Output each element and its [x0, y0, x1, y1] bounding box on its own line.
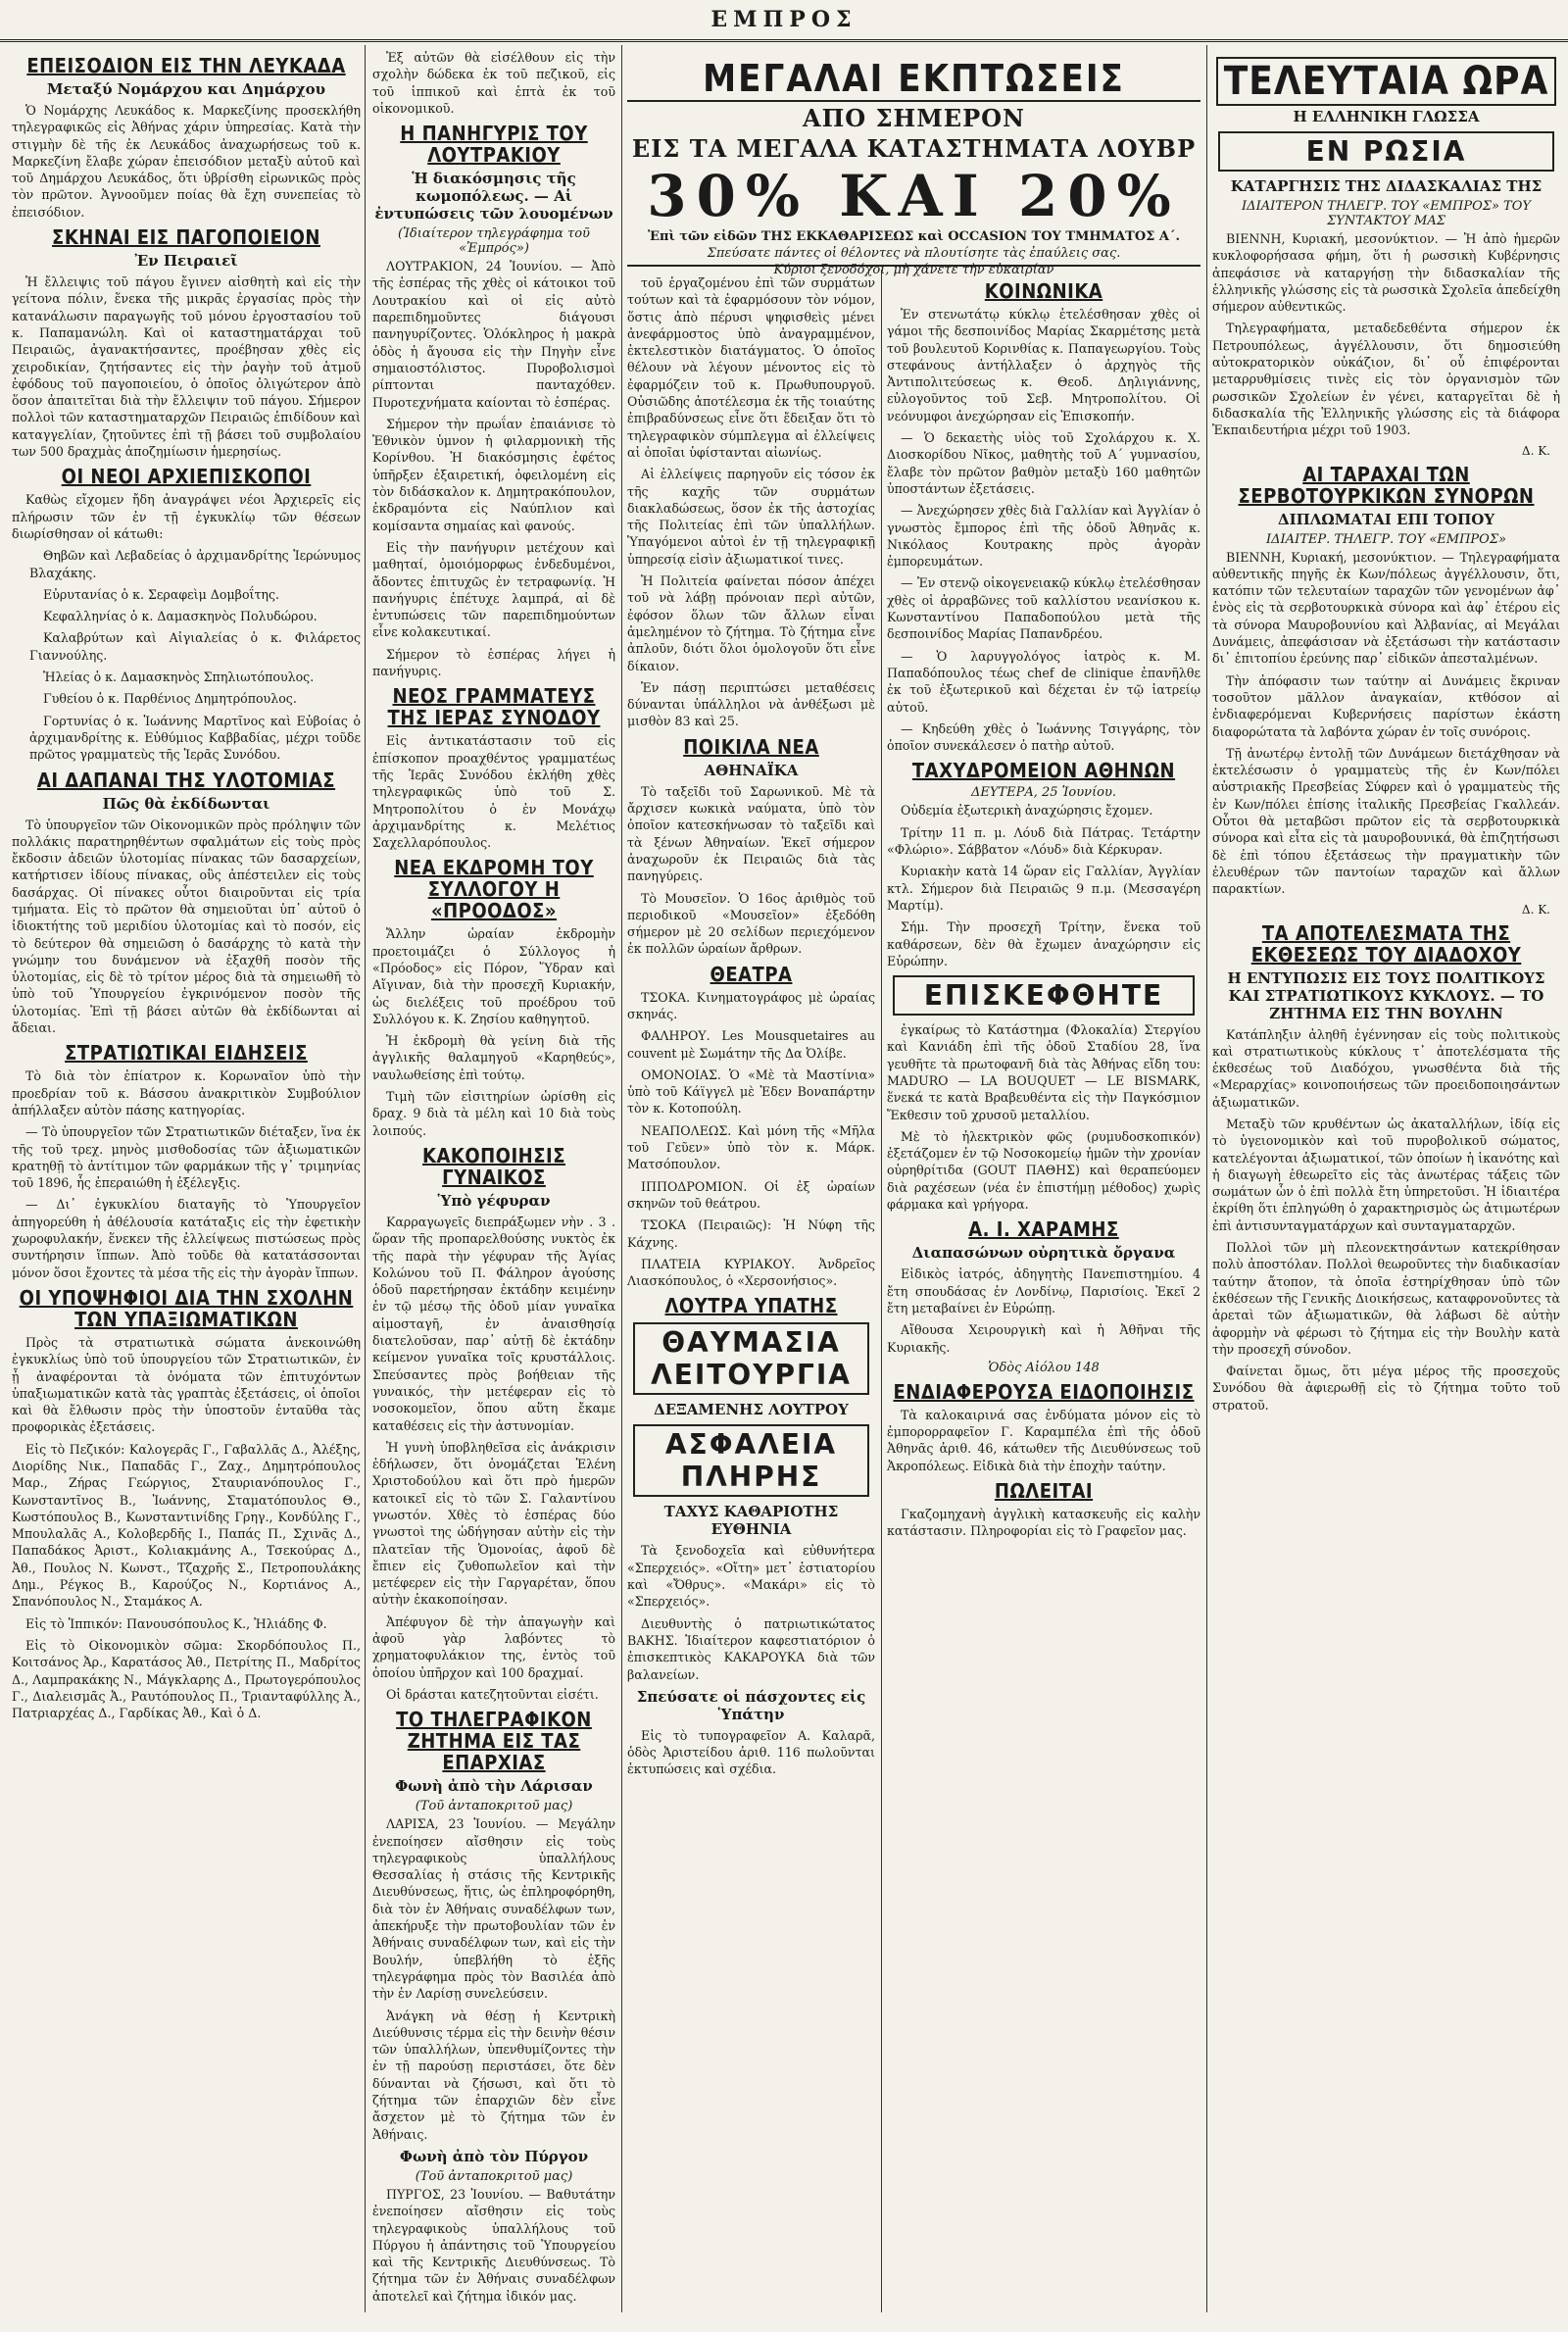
subheadline: Πῶς θὰ ἐκδίδωνται [102, 794, 270, 813]
subheadline: ΔΙΠΛΩΜΑΤΑΙ ΕΠΙ ΤΟΠΟΥ [1277, 510, 1495, 528]
paragraph: Τὸ ὑπουργεῖον τῶν Οἰκονομικῶν πρὸς πρόληψιν τῶν πολλάκις παρατηρηθέντων σφαλμάτων εἰς τοὺς πρὸς ἔκδοσιν ἀδειῶν ὑλοτομίας πίνακας τῶν δασαρχείων, κατήρτισεν ἰδίους πίνακας, οὓς ἀπέστειλεν εἰς τοὺς δασάρχας. Οἱ πίνακες οὗτοι διαιροῦνται εἰς τρία τμήματα. Εἰς τὸ πρῶτον θὰ σημειοῦται ὑπ᾽ αὐτοῦ ὁ ἰδιοκτήτης τοῦ μεριδίου ὑλοτομίας καὶ τὸ ποσόν, εἰς τὸ δεύτερον θὰ σημειῶση ὁ δασάρχης τὸ κατὰ τὴν γνώμην του δυνάμενον νὰ ἐξαχθῆ ποσὸν τῆς ὑλοτομίας, εἰς δὲ τὸ τρίτον μέρος διὰ τὰ σημειωθῆ τὸ ὑπὸ τοῦ Ὑπουργείου ἐγκρινόμενον ποσὸν τῆς ὑλοτομίας. Ἐπὶ τῇ βάσει αὐτῶν θὰ ἐκδίδωνται αἱ ἄδειαι. [12, 817, 361, 1036]
paragraph: Πρὸς τὰ στρατιωτικὰ σώματα ἀνεκοινώθη ἐγκυκλίως ὑπὸ τοῦ ὑπουργείου τῶν Στρατιωτικῶν, ἐν ᾗ ἀναφέρονται τὰ ὀνόματα τῶν ἐπιτυχόντων ὑπαξιωματικῶν κατὰ τὰς γραπτὰς ἐξετάσεις, οἱ ὁποῖοι καὶ θὰ ἔλθωσιν πρὸς τὴν ὑποστοῦν ἐνταῦθα τὰς προφορικὰς ἐξετάσεις. [12, 1334, 361, 1435]
paragraph: Τὸ Μουσεῖον. Ὁ 16ος ἀριθμὸς τοῦ περιοδικοῦ «Μουσεῖον» ἐξεδόθη σήμερον μὲ 20 σελίδων περιεχόμενον ἐκ πολλῶν ὡραίων ἄρθρων. [627, 890, 875, 957]
paragraph: Ὁ Νομάρχης Λευκάδος κ. Μαρκεζίνης προσεκλήθη τηλεγραφικῶς εἰς Ἀθήνας χάριν ὑπηρεσίας. Κατὰ τὴν στιγμὴν δὲ τῆς ἐκ Λευκάδος ἀναχωρήσεως τοῦ κ. Μαρκεζίνη ἔλαβε χώραν ἐπεισόδιον μεταξὺ αὐτοῦ καὶ τοῦ Δημάρχου Λευκάδος, ὅτι ὑβρίσθη εἰρωνικῶς πρὸς τὸν πρῶτον. Ἀγνοοῦμεν ποίας θὰ ἔχη συνεπείας τὸ ἐπεισόδιον. [12, 103, 361, 220]
subheadline: Μεταξύ Νομάρχου και Δημάρχου [46, 80, 326, 98]
paragraph: Καρραγωγεῖς διεπράξωμεν νὴν . 3 . ὥραν τῆς προπαρελθούσης νυκτὸς ἐκ τῆς παρὰ τὴν γέφυραν τῆς Ἁγίας Κολώνου τοῦ Π. Φάληρον ἀγούσης ὁδοῦ παρετήρησαν ἐκτάδην κειμένην ἐν τῷ μέσῳ τῆς ὁδοῦ μίαν γυναῖκα αἰμοσταγῆ, ἐν ἀναισθησίᾳ διατελοῦσαν, παρ᾽ αὐτῇ δὲ ἐκτάδην κείμενον γυναῖκα τοῖς κρυστάλλοις. Σπεύσαντες πρὸς βοήθειαν τῆς γυναικός, τὴν μετέφεραν εἰς τὸ νοσοκομεῖον, ὅπου αὕτη ἔκαμε καταθέσεις εἰς τὴν ἀστυνομίαν. [372, 1214, 615, 1433]
paragraph: Τρίτην 11 π. μ. Λόυδ διὰ Πάτρας. Τετάρτην «Φλώριο». Σάββατον «Λόυδ» διὰ Κέρκυραν. [887, 824, 1200, 858]
paragraph: Εἰς ἀντικατάστασιν τοῦ εἰς ἐπίσκοπον προαχθέντος γραμματέως τῆς Ἱερᾶς Συνόδου ἐκλήθη χθὲς τηλεγραφικῶς ὑπὸ τοῦ Σ. Μητροπολίτου ὁ ἐν Μονάχῳ ἀρχιμανδρίτης κ. Μελέτιος Σαχελλαρόπουλος. [372, 733, 615, 851]
paragraph: Μὲ τὸ ἠλεκτρικὸν φῶς (ρυμυδοσκοπικόν) ἐξετάζομεν ἐν τῷ Νοσοκομείῳ ἡμῶν τὴν χρονίαν οὐρηθρίτιδα (GOUT ΠΑΘΗΣ) καὶ θεραπεύομεν διὰ ραχέσεων (νέα ἐν ἐπιστήμῃ μέθοδος) χωρὶς φάρμακα καὶ γρήγορα. [887, 1128, 1200, 1213]
paragraph: ΠΛΑΤΕΙΑ ΚΥΡΙΑΚΟΥ. Ἀνδρεῖος Λιασκόπουλος, ὁ «Χερσονήσιος». [627, 1256, 875, 1289]
paragraph: Εἰς τὸ Πεζικόν: Καλογερᾶς Γ., Γαβαλλᾶς Δ., Ἀλέξης, Διορίδης Νικ., Παπαδᾶς Γ., Ζαχ., Δημητρόπουλος Μαρ., Ζήρας Γεώργιος, Σταυριανόπουλος Γ., Κωνσταντῖνος Β., Ἰωάννης, Σταματόπουλος Θ., Κωστόπουλος Β., Κωνσταντινίδης Γρηγ., Κονδύλης Γ., Μπουλαλᾶς Α., Κολοβερδῆς Ι., Παπάς Π., Σχινᾶς Δ., Παπαδάκος Ἀριστ., Κολιακμάνης Α., Τσεκούρας Δ., Ἀθ., Πουλος Ν. Κωνστ., Τζαχρῆς Σ., Πετροπουλάκης Δημ., Ρέγκος Β., Καρούζος Ν., Κορτιάνος Α., Σπανόπουλος Ν., Σταμάκος Α. [12, 1441, 361, 1610]
paragraph: Γκαζομηχανὴ ἀγγλικὴ κατασκευῆς εἰς καλὴν κατάστασιν. Πληροφορίαι εἰς τὸ Γραφεῖον μας. [887, 1507, 1200, 1539]
list-item: Γυθείου ὁ κ. Παρθένιος Δημητρόπουλος. [43, 691, 297, 707]
paragraph: Διευθυντὴς ὁ πατριωτικώτατος ΒΑΚΗΣ. Ἰδιαίτερον καφεστιατόριον ὁ ἐπισκεπτικὸς ΚΑΚΑΡΟΥΚΑ διὰ τῶν βαλανείων. [627, 1615, 875, 1682]
subheadline: Διαπασώνων οὐρητικὰ ὄργανα [911, 1244, 1176, 1263]
dateline: (Τοῦ ἀνταποκριτοῦ μας) [415, 1799, 573, 1814]
paragraph: — Ὁ λαρυγγολόγος ἰατρὸς κ. Μ. Παπαδόπουλος τέως chef de clinique ἐπανῆλθε ἐκ τοῦ ἐξωτερικοῦ καὶ δέχεται ἐν τῷ ἰατρείῳ αὐτοῦ. [887, 648, 1200, 715]
paragraph: Ἄλλην ὡραίαν ἐκδρομὴν προετοιμάζει ὁ Σύλλογος ἡ «Πρόοδος» εἰς Πόρον, Ὕδραν καὶ Αἴγιναν, διὰ τὴν προσεχῆ Κυριακήν, ὡς διελέξεις τοῦ προέδρου τοῦ Συλλόγου κ. Κ. Ζησίου καθηγητοῦ. [372, 926, 615, 1026]
headline: ΑΙ ΤΑΡΑΧΑΙ ΤΩΝ ΣΕΡΒΟΤΟΥΡΚΙΚΩΝ ΣΥΝΟΡΩΝ [1238, 462, 1535, 508]
list-item: Εὐρυτανίας ὁ κ. Σεραφεὶμ Δομβοΐτης. [43, 586, 280, 602]
paragraph: Εἰς τὸ τυπογραφεῖον Α. Καλαρᾶ, ὁδὸς Ἀριστείδου ἀριθ. 116 πωλοῦνται ἐκτυπώσεις καὶ σχέδια. [627, 1727, 875, 1777]
column-5 [1212, 49, 1560, 2312]
dateline: Ὁδὸς Αἰόλου 148 [988, 1360, 1100, 1375]
paragraph: Μεταξὺ τῶν κρυθέντων ὡς ἀκαταλλήλων, ἰδίᾳ εἰς τὸ ὑγειονομικὸν καὶ τοῦ πυροβολικοῦ σώματος, κατελέγονται ἀξιωματικοί, τῶν ὁποίων ἡ ἱκανότης καὶ ἡ διαγωγὴ ἐθεωρεῖτο εἰς τὰς ἀνωτέρας τάξεις τῶν σωμάτων ὧν ὁ ἐπὶ πολλὰ ἔτη ὑπηρετοῦσι. Ἡ ἰδιαιτέρα ἐκρίθη ὅτι ἐπληγώθη ὁ χαρακτηρισμὸς ὡς ἀτιμωτέρων ἐπὶ ἀντισυνταγματάρχων καὶ συνταγματαρχῶν. [1212, 1116, 1560, 1233]
signature: Δ. Κ. [1521, 902, 1550, 917]
paragraph: ΠΥΡΓΟΣ, 23 Ἰουνίου. — Βαθυτάτην ἐνεποίησεν αἴσθησιν εἰς τοὺς τηλεγραφικοὺς ὑπαλλήλους τοῦ Πύργου ἡ ἀπάντησις τοῦ Ὑπουργείου καὶ τῆς Κεντρικῆς Διευθύνσεως. Τὸ ζήτημα τῶν ἐν Ἀθήναις συναδέλφων ἀποτελεῖ καὶ ζήτημα ἰδικόν μας. [372, 2186, 615, 2304]
paragraph: Σήμ. Τὴν προσεχῆ Τρίτην, ἕνεκα τοῦ καθάρσεων, δὲν θὰ ἔχωμεν ἀναχώρησιν εἰς Εὐρώπην. [887, 919, 1200, 968]
paragraph: — Ἀνεχώρησεν χθὲς διὰ Γαλλίαν καὶ Ἀγγλίαν ὁ γνωστὸς ἔμπορος ἐπὶ τῆς ὁδοῦ Ἀθηνᾶς κ. Νικόλαος Κουτρακης πρὸς ἀγορὰν ἐμπορευμάτων. [887, 503, 1200, 570]
paragraph: Ἐν πάσῃ περιπτώσει μεταθέσεις δύνανται ὑπάλληλοι νὰ ἀνθέξωσι μὲ μισθὸν 83 καὶ 25. [627, 679, 875, 729]
paragraph: Πολλοὶ τῶν μὴ πλεονεκτησάντων κατεκρίθησαν πολὺ ἀποστόλαν. Πολλοὶ θεωροῦντες τὴν διαδικασίαν ταύτην ἄτοπον, τὰ ὁποῖα ἐστηρίχθησαν ὑπὸ τῶν ἐκθέσεων τῆς Γενικῆς Διοικήσεως, καταφρονοῦντες τὰ ἀρεταὶ τῶν ἀξιωματικῶν, θὰ λάβωσι δὲ αὐτὴν ἀφορμὴν νὰ φέρωσι τὸ ζήτημα εἰς τὴν Βουλὴν κατὰ τὴν προσεχῆ σύνοδον. [1212, 1240, 1560, 1357]
paragraph: ΟΜΟΝΟΙΑΣ. Ὁ «Μὲ τὰ Μαστίνια» ὑπὸ τοῦ Κάϊγγελ μὲ Ἐδεν Βοναπάρτην τὸν κ. Κοτοπούλη. [627, 1067, 875, 1116]
headline: ΝΕΟΣ ΓΡΑΜΜΑΤΕΥΣ ΤΗΣ ΙΕΡΑΣ ΣΥΝΟΔΟΥ [387, 684, 601, 730]
subheadline: Η ΕΝΤΥΠΩΣΙΣ ΕΙΣ ΤΟΥΣ ΠΟΛΙΤΙΚΟΥΣ ΚΑΙ ΣΤΡΑΤΙΩΤΙΚΟΥΣ ΚΥΚΛΟΥΣ. — ΤΟ ΖΗΤΗΜΑ ΕΙΣ ΤΗΝ ΒΟΥΛΗΝ [1227, 968, 1545, 1022]
banner-italic-1: Σπεύσατε πάντες οἱ θέλοντες νὰ πλουτίσητε τὰς ἐπαύλεις σας. [707, 246, 1121, 261]
paragraph: Ἡ ἔλλειψις τοῦ πάγου ἔγινεν αἰσθητὴ καὶ εἰς τὴν γείτονα πόλιν, ἕνεκα τῆς μικρᾶς ἐργασίας πρὸς τὴν κατανάλωσιν παραγωγῆς τοῦ μόνου ἐργοστασίου τοῦ κ. Παπαμανώλη. Καὶ οἱ καταστηματάρχαι τοῦ Πειραιῶς, ἀγανακτήσαντες, προέβησαν χθὲς εἰς χειροδικίαν, ζητήσαντες εἰς τὴν ῥαγὴν τοῦ ἀτμοῦ ἐφόδους τοῦ παγοποιείου, ὁ ὁποῖος ὀλιγώτερον ἀπὸ ὅσον ἀπαιτεῖται διὰ τὴν ἔλλειψιν τοῦ πάγου. Σήμερον πολλοὶ τῶν καταστηματαρχῶν Πειραιῶς ἐπιδίδουν καὶ καταγγελίαν, ζητοῦντες ἐπὶ τῇ βάσει τοῦ συμβολαίου των 500 δραχμὰς ἀποζημίωσιν ἡμερησίως. [12, 274, 361, 460]
subheadline: ΑΘΗΝΑΪΚΑ [704, 761, 799, 779]
headline: Α. Ι. ΧΑΡΑΜΗΣ [968, 1217, 1119, 1242]
headline: ΤΑΧΥΔΡΟΜΕΙΟΝ ΑΘΗΝΩΝ [911, 759, 1176, 783]
masthead-title: ΕΜΠΡΟΣ [710, 7, 858, 32]
headline: ΟΙ ΥΠΟΨΗΦΙΟΙ ΔΙΑ ΤΗΝ ΣΧΟΛΗΝ ΤΩΝ ΥΠΑΞΙΩΜΑΤΙΚΩΝ [19, 1285, 354, 1331]
headline: ΣΤΡΑΤΙΩΤΙΚΑΙ ΕΙΔΗΣΕΙΣ [65, 1041, 308, 1066]
headline: ΕΠΕΙΣΟΔΙΟΝ ΕΙΣ ΤΗΝ ΛΕΥΚΑΔΑ [26, 54, 346, 77]
headline: ΠΟΙΚΙΛΑ ΝΕΑ [683, 734, 819, 759]
banner-small: Ἐπὶ τῶν εἰδῶν ΤΗΣ ΕΚΚΑΘΑΡΙΣΕΩΣ καὶ OCCASION ΤΟΥ ΤΜΗΜΑΤΟΣ Α΄. [648, 229, 1180, 244]
paragraph: Καθὼς εἴχομεν ἤδη ἀναγράψει νέοι Ἀρχιερεῖς εἰς πλήρωσιν τῶν ἐν τῇ ἐγκυκλίῳ τῶν θέσεων διωρίσθησαν οἱ κάτωθι: [12, 492, 361, 541]
subheadline: Ἐν Πειραιεῖ [134, 252, 238, 271]
paragraph: Εἰς τὸ Ἱππικόν: Πανουσόπουλος Κ., Ἠλιάδης Φ. [25, 1615, 327, 1631]
paragraph: Κατάπληξιν ἀληθῆ ἐγέννησαν εἰς τοὺς πολιτικοὺς καὶ στρατιωτικοὺς κύκλους τ᾽ ἀποτελέσματα τῆς ἐκθεσέως τοῦ Διαδόχου, γνωσθέντα διὰ τῆς «Μεραρχίας» κοινοποιήσεως τῶν προειδοποιησάντων ἀξιωματικῶν. [1212, 1026, 1560, 1110]
subheadline: Φωνὴ ἀπὸ τὸν Πύργον [399, 2147, 589, 2165]
headline: ΠΩΛΕΙΤΑΙ [994, 1479, 1094, 1504]
subheadline: Ὑπὸ γέφυραν [437, 1191, 551, 1210]
paragraph: Οἱ δράσται κατεζητοῦνται εἰσέτι. [386, 1686, 599, 1702]
headline: Η ΠΑΝΗΓΥΡΙΣ ΤΟΥ ΛΟΥΤΡΑΚΙΟΥ [400, 122, 588, 168]
signature: Δ. Κ. [1521, 443, 1550, 458]
paragraph: Εἰς τὸ Οἰκονομικὸν σῶμα: Σκορδόπουλος Π., Κοιτσάνος Ἀρ., Καρατάσος Ἀθ., Πετρίτης Π., Μαδρίτος Δ., Λαμπρακάκης Ν., Μάγκλαρης Δ., Πρωτογερόπουλος Γ., Διαλεισμᾶς Ἀ., Ραυτόπουλος Π., Τριανταφύλλης Ἀ., Πατριαρχέας Δ., Γαρδίκας Ἀθ., Καὶ ὁ Δ. [12, 1637, 361, 1721]
list-item: Καλαβρύτων καὶ Αἰγιαλείας ὁ κ. Φιλάρετος Γιαννούλης. [29, 630, 361, 663]
paragraph: — Ὁ δεκαετὴς υἱὸς τοῦ Σχολάρχου κ. Χ. Διοσκορίδου Νῖκος, μαθητὴς τοῦ Α΄ γυμνασίου, ἔλαβε τὸν πρῶτον βαθμὸν μεταξὺ 160 μαθητῶν ὑποστάντων ἐξετάσεις. [887, 430, 1200, 496]
paragraph: Ἀπέφυγον δὲ τὴν ἀπαγωγὴν καὶ ἀφοῦ γὰρ λαβόντες τὸ χρηματοφυλάκιον της, ἐντὸς τοῦ ὁποίου ὑπῆρχον καὶ 100 δραχμαί. [372, 1613, 615, 1680]
paragraph: ἐγκαίρως τὸ Κατάστημα (Φλοκαλία) Στεργίου καὶ Κανιάδη ἐπὶ τῆς ὁδοῦ Σταδίου 28, ἵνα γευθῆτε τὰ πρωτοφανῆ διὰ τὰς Ἀθήνας εἴδη του: MADURO — LA BOUQUET — LE BISMARK, ἕνεκά τε κατὰ Βραβευθέντα εἰς τὴν Παγκόσμιον Ἔκθεσιν τοῦ χρυσοῦ μεταλλίου. [887, 1022, 1200, 1122]
banner-italic-2: Κύριοι ξενοδόχοι, μὴ χάνετε τὴν εὐκαιρίαν [773, 263, 1054, 277]
paragraph: ΙΠΠΟΔΡΟΜΙΟΝ. Οἱ ἐξ ὠραίων σκηνῶν τοῦ θεάτρου. [627, 1178, 875, 1211]
headline: ΘΕΑΤΡΑ [710, 962, 793, 986]
headline: ΑΙ ΔΑΠΑΝΑΙ ΤΗΣ ΥΛΟΤΟΜΙΑΣ [36, 768, 336, 792]
subheadline: Σπεύσατε οἱ πάσχοντες εἰς Ὑπάτην [636, 1687, 866, 1723]
paragraph: Αἴθουσα Χειρουργικὴ καὶ ἡ Ἀθῆναι τῆς Κυριακῆς. [887, 1322, 1200, 1355]
subheadline: Φωνὴ ἀπὸ τὴν Λάρισαν [395, 1777, 593, 1796]
headline: ΚΟΙΝΩΝΙΚΑ [984, 279, 1103, 303]
dateline: (Ἰδιαίτερον τηλεγράφημα τοῦ «Ἐμπρός») [398, 226, 590, 257]
headline: ΤΑ ΑΠΟΤΕΛΕΣΜΑΤΑ ΤΗΣ ΕΚΘΕΣΕΩΣ ΤΟΥ ΔΙΑΔΟΧΟΥ [1250, 920, 1522, 967]
column-4 [887, 274, 1200, 2312]
paragraph: Ἐξ αὐτῶν θὰ εἰσέλθουν εἰς τὴν σχολὴν δώδεκα ἐκ τοῦ πεζικοῦ, εἰς τοῦ ἱππικοῦ καὶ ἑπτὰ ἐκ τοῦ οἰκονομικοῦ. [372, 50, 615, 116]
paragraph: Ἡ ἐκδρομὴ θὰ γείνη διὰ τῆς ἀγγλικῆς θαλαμηγοῦ «Καρηθεύς», ναυλωθείσης ἐπὶ τούτῳ. [372, 1033, 615, 1082]
paragraph: Κυριακὴν κατὰ 14 ὥραν εἰς Γαλλίαν, Ἀγγλίαν κτλ. Σήμερον διὰ Πειραιῶς 9 π.μ. (Μεσσαγέρη Μαρτίμ). [887, 864, 1200, 913]
spread-headline: ΕΝ ΡΩΣΙΑ [1218, 131, 1554, 172]
paragraph: Τηλεγραφήματα, μεταδεδεθέντα σήμερον ἐκ Πετρουπόλεως, ἀγγέλλουσιν, ὅτι δημοσιεύθη αὐτοκρατορικὸν οὐκάζιον, δι᾽ οὗ ἐπιφέρονται μεταρρυθμίσεις τινὲς εἰς τὸν ὀργανισμὸν τῶν ρωσσικῶν Σχολείων ἐν γένει, καταργεῖται δὲ ἡ διδασκαλία τῆς Ἑλληνικῆς γλώσσης εἰς τὰ διάφορα Ἐκπαιδευτήρια μέχρι τοῦ 1903. [1212, 321, 1560, 438]
paragraph: Εἰδικὸς ἰατρός, ἀδηγητὴς Πανεπιστημίου. 4 ἔτη σπουδάσας ἐν Λονδίνῳ, Παρισίοις. Ἐκεῖ 2 ἔτη μεταβαίνει ἐν Εὐρώπῃ. [887, 1266, 1200, 1315]
paragraph: Σήμερον τὴν πρωΐαν ἐπαιάνισε τὸ Ἐθνικὸν ὑμνον ἡ φιλαρμονικὴ τῆς Κορίνθου. Ἡ διακόσμησις ἐφέτος ὑπῆρξεν ἐξαιρετική, ὀφειλομένη εἰς τὸν διδάσκαλον κ. Δημητρακόπουλον, ἐκδραμόντα εἰς Ναύπλιον καὶ κομίσαντα σημαίας καὶ φανούς. [372, 416, 615, 533]
paragraph: Τὰ ξενοδοχεῖα καὶ εὐθυνήτερα «Σπερχειός». «Οἴτη» μετ᾽ ἑστιατορίου καὶ «Ὄθρυς». «Μακάρι» εἰς τὸ «Σπερχειός». [627, 1543, 875, 1610]
paragraph: ΤΣΟΚΑ. Κινηματογράφος μὲ ὡραίας σκηνάς. [627, 989, 875, 1021]
dateline: ΙΔΙΑΙΤΕΡ. ΤΗΛΕΓΡ. ΤΟΥ «ΕΜΠΡΟΣ» [1266, 531, 1506, 547]
banner-title: ΜΕΓΑΛΑΙ ΕΚΠΤΩΣΕΙΣ [627, 57, 1200, 102]
paragraph: Τὰ καλοκαιρινά σας ἐνδύματα μόνον εἰς τὸ ἐμπορορραφεῖον Γ. Καραμπέλα ἐπὶ τῆς ὁδοῦ Ἀθηνᾶς ἀριθ. 46, κάτωθεν τῆς Διευθύνσεως τοῦ Ἀκροπόλεως. Εἰδικὰ διὰ τὴν ἐποχὴν ταύτην. [887, 1407, 1200, 1473]
paragraph: ΛΑΡΙΣΑ, 23 Ἰουνίου. — Μεγάλην ἐνεποίησεν αἴσθησιν εἰς τοὺς τηλεγραφικοὺς ὑπαλλήλους Θεσσαλίας ἡ στάσις τῆς Κεντρικῆς Διευθύνσεως, ἥτις, ὡς ἐπληροφόρηθη, διὰ τὸν ἐν Ἀθήναις συναδέλφων των, ἀπεκήρυξε τὴν πρωτοβουλίαν τῶν ἐν Ἀθήναις συναδέλφων των, καὶ εἰς τὴν Βουλήν, ὑπεβλήθη τὸ ἑξῆς τηλεγράφημα πρὸς τὸν Βασιλέα ἀπὸ τὴν ἐν Λαρίσῃ συνελεύσειν. [372, 1816, 615, 2002]
column-rule [1206, 45, 1207, 2312]
advertisement-banner [627, 49, 1200, 277]
list-item: Γορτυνίας ὁ κ. Ἰωάννης Μαρτῖνος καὶ Εὐβοίας ὁ ἀρχιμανδρίτης κ. Εὐθύμιος Καββαδίας, μέχρι τοῦδε πρῶτος γραμματεὺς τῆς Ἱερᾶς Συνόδου. [29, 713, 361, 763]
paragraph: — Κηδεύθη χθὲς ὁ Ἰωάννης Τσιγγάρης, τὸν ὁποῖον συνεκάλεσεν ὁ πατὴρ αὐτοῦ. [887, 720, 1200, 754]
column-3 [627, 274, 875, 2312]
paragraph: ΦΑΛΗΡΟΥ. Les Mousquetaires au couvent μὲ Σωμάτην τῆς Δα Ὀλίβε. [627, 1028, 875, 1061]
paragraph: — Δι᾽ ἐγκυκλίου διαταγῆς τὸ Ὑπουργεῖον ἀπηγορεύθη ἡ ἀθέλουσία κατάταξις εἰς τὴν ἐφετικὴν χωροφυλακήν, ἕνεκεν τῆς ἐλλείψεως πιστώσεως πρὸς συντήρησιν ἵππων. Ἀπὸ τοῦδε θὰ κατατάσσονται μόνον ὅσοι ἔχοντες τὰ μέσα τῆς εἰς τὴν ἀγορὰν ἵππων. [12, 1197, 361, 1280]
paragraph: ΝΕΑΠΟΛΕΩΣ. Καὶ μόνη τῆς «Μῆλα τοῦ Γεῦεν» ὑπὸ τὸν κ. Μάρκ. Ματσόπουλον. [627, 1122, 875, 1172]
paragraph: ΛΟΥΤΡΑΚΙΟΝ, 24 Ἰουνίου. — Ἀπὸ τῆς ἑσπέρας τῆς χθὲς οἱ κάτοικοι τοῦ Λουτρακίου καὶ οἱ εἰς αὐτὸ παρεπιδημοῦντες διάγουσι πανηγυρίζοντες. Ὁλόκληρος ἡ μακρὰ ὁδὸς ἡ ἄγουσα εἰς τὴν Πηγὴν εἶνε σημαιοστόλιστος. Πυροβολισμοὶ ρίπτονται πανταχόθεν. Πυροτεχνήματα καίονται τὸ ἑσπέρας. [372, 259, 615, 410]
list-item: Κεφαλληνίας ὁ κ. Δαμασκηνὸς Πολυδώρου. [43, 609, 318, 624]
banner-discount: 30% ΚΑΙ 20% [647, 163, 1181, 229]
paragraph: Τῇ ἀνωτέρῳ ἐντολῇ τῶν Δυνάμεων διετάχθησαν νὰ ἐκτελέσωσιν ὁ γραμματεὺς τῆς ἐν Κων/πόλει αὐστριακῆς Πρεσβείας Σύφρεν καὶ ὁ γραμματεὺς τῆς ἐν Κων/πόλει ἐπίσης ἰταλικῆς Πρεσβείας Γκαλλεάν. Οὗτοι θὰ μεταβῶσι πρῶτον εἰς τὰ σερβοτουρκικὰ σύνορα καὶ εἶτα εἰς τὰ μαυροβουνικά, θὰ ἐπιζητήσωσι δὲ ἐπὶ τόπου ἐξετάσεως τὴν πραγματικὴν τῶν ἐλευθέρων τῶν παντοίων ταραχῶν καὶ ἄλλων παρακτίων. [1212, 745, 1560, 897]
list-item: Ἠλείας ὁ κ. Δαμασκηνὸς Σπηλιωτόπουλος. [43, 670, 315, 685]
subheadline: Η ΕΛΛΗΝΙΚΗ ΓΛΩΣΣΑ [1293, 108, 1480, 125]
headline: ΣΚΗΝΑΙ ΕΙΣ ΠΑΓΟΠΟΙΕΙΟΝ [52, 225, 320, 250]
dateline: ΔΕΥΤΕΡΑ, 25 Ἰουνίου. [970, 785, 1117, 801]
main-headline: ΤΕΛΕΥΤΑΙΑ ΩΡΑ [1216, 57, 1556, 106]
paragraph: τοῦ ἐργαζομένου ἐπὶ τῶν συρμάτων τούτων καὶ τὰ ἐφαρμόσουν τὸν νόμον, ὅστις ἀπὸ πέρυσι ψηφισθεὶς μένει ἀνεφάρμοστος ὑπὸ ἀναγραμμένον, ἐκτελεστικὸν διατάγματος. Ὁ ὁποῖος θέλουν νὰ λέγουν μένοντος εἰς τὸ ἐφαρμόζειν τοῦ κ. Πρωθυπουργοῦ. Οὐσιῶδης ἀποτέλεσμα ἐκ τῆς τοιαύτης ἐπιβραδύνσεως εἶνε ὅτι ἔδειξαν ὅτι τὸ τηλεγραφικὸν σύμπλεγμα αἱ ἐλλείψεις αἱ ὁποῖαι ὑφίστανται αἰωνίως. [627, 275, 875, 460]
paragraph: ΒΙΕΝΝΗ, Κυριακή, μεσονύκτιον. — Τηλεγραφήματα αὐθεντικῆς πηγῆς ἐκ Κων/πόλεως ἀγγέλλουσιν, ὅτι, κατόπιν τῶν τελευταίων ταραχῶν τῶν γενομένων ἀφ᾽ ἑνὸς εἰς τὰ σερβοτουρκικὰ σύνορα καὶ ἀφ᾽ ἑτέρου εἰς τὰ σύνορα Μαυροβουνίου καὶ Ἀλβανίας, αἱ Μεγάλαι Δυνάμεις, ἀπεφάσισαν νὰ ἐξετάσωσι τὴν κατάστασιν δι᾽ ἐπιτοπίου ἐρεύνης παρ᾽ εἰδικῶν ἀπεσταλμένων. [1212, 549, 1560, 667]
dateline: (Τοῦ ἀνταποκριτοῦ μας) [415, 2168, 573, 2184]
subheadline: ΚΑΤΑΡΓΗΣΙΣ ΤΗΣ ΔΙΔΑΣΚΑΛΙΑΣ ΤΗΣ [1230, 177, 1543, 195]
paragraph: Τὴν ἀπόφασιν των ταύτην αἱ Δυνάμεις ἔκριναν τοσοῦτον μᾶλλον ἀναγκαίαν, κτθόσον αἱ ἐνδιαφερόμεναι Κυβερνήσεις παρίστων ἑκάστη διαφορώτατα τὰ λαβόντα χώραν ἐν τοῖς συνόροις. [1212, 672, 1560, 739]
column-1 [12, 49, 361, 2312]
paragraph: Αἱ ἐλλείψεις παρηγοῦν εἰς τόσον ἐκ τῆς καχῆς τῶν συρμάτων διακλαδώσεως, ὅσον ἐκ τῆς ἀστοχίας τῆς Πολιτείας ἐπὶ τῶν ὑπαλλήλων. Ὑπαγόμενοι αὐτοὶ ἐν τῇ τηλεγραφικῇ ὑπηρεσίᾳ εἰσὶν ἀξιωματικοί τινες. [627, 467, 875, 567]
masthead [0, 0, 1568, 42]
paragraph: Τιμὴ τῶν εἰσιτηρίων ὡρίσθη εἰς δραχ. 9 διὰ τὰ μέλη καὶ 10 διὰ τοὺς λοιπούς. [372, 1089, 615, 1138]
headline: ΤΟ ΤΗΛΕΓΡΑΦΙΚΟΝ ΖΗΤΗΜΑ ΕΙΣ ΤΑΣ ΕΠΑΡΧΙΑΣ [396, 1708, 592, 1775]
paragraph: Σήμερον τὸ ἑσπέρας λήγει ἡ πανήγυρις. [372, 646, 615, 679]
column-rule [881, 270, 882, 2312]
dateline: ΙΔΙΑΙΤΕΡΟΝ ΤΗΛΕΓΡ. ΤΟΥ «ΕΜΠΡΟΣ» ΤΟΥ ΣΥΝΤΑΚΤΟΥ ΜΑΣ [1242, 199, 1531, 228]
boxed-heading: ΑΣΦΑΛΕΙΑ ΠΛΗΡΗΣ [633, 1424, 869, 1497]
paragraph: Οὐδεμία ἐξωτερικὴ ἀναχώρησις ἔχομεν. [901, 803, 1153, 819]
paragraph: Ἡ Πολιτεία φαίνεται πόσον ἀπέχει τοῦ νὰ λάβῃ πρόνοιαν περὶ αὐτῶν, ἐφόσον ὅλων τῶν ἄλλων εἶναι ἀμελημένον τὸ ζήτημα. Τὸ ζήτημα εἶνε ἀπλοῦν, διότι ὅλοι ὁμολογοῦν ὅτι εἶνε δίκαιον. [627, 573, 875, 673]
paragraph: Τὸ διὰ τὸν ἐπίατρον κ. Κορωναῖον ὑπὸ τὴν προεδρίαν τοῦ κ. Βάσσου ἀνακριτικὸν Συμβούλιον ἀπήλλαξεν αὐτὸν πάσης κατηγορίας. [12, 1068, 361, 1117]
column-rule [365, 45, 366, 2312]
banner-line-2: ΕΙΣ ΤΑ ΜΕΓΑΛΑ ΚΑΤΑΣΤΗΜΑΤΑ ΛΟΥΒΡ [631, 134, 1197, 163]
headline: ΛΟΥΤΡΑ ΥΠΑΤΗΣ [664, 1294, 838, 1318]
subheadline: ΤΑΧΥΣ ΚΑΘΑΡΙΟΤΗΣ ΕΥΘΗΝΙΑ [663, 1503, 839, 1539]
paragraph: Ἀνάγκη νὰ θέσῃ ἡ Κεντρικὴ Διεύθυνσις τέρμα εἰς τὴν δεινὴν θέσιν τῶν ὑπαλλήλων, ὑπενθυμίζοντες τὴν ἐν τῇ παρούσῃ περιστάσει, ὅτε δὲν δύνανται νὰ ζήσωσι, καὶ ὅτι τὸ ζήτημα τῶν ἐπαρχιῶν δὲν εἶνε ἄσχετον μὲ τὸ ζήτημα τῶν ἐν Ἀθήναις. [372, 2008, 615, 2142]
paragraph: ΒΙΕΝΝΗ, Κυριακή, μεσονύκτιον. — Ἡ ἀπὸ ἡμερῶν κυκλοφορήσασα φήμη, ὅτι ἡ ρωσσικὴ Κυβέρνησις ἀπεφάσισε νὰ καταργήσῃ τὴν διδασκαλίαν τῆς ἑλληνικῆς γλώσσης εἰς τὰ ρωσσικὰ Σχολεῖα ἀπεδείχθη σήμερον αὐθεντικῶς. [1212, 231, 1560, 315]
paragraph: Ἡ γυνὴ ὑποβληθεῖσα εἰς ἀνάκρισιν ἐδήλωσεν, ὅτι ὀνομάζεται Ἑλένη Χριστοδούλου καὶ ὅτι πρὸ ἡμερῶν κατοικεῖ εἰς τὸ τῶν Σ. Γαλαντίνου γνωστόν. Χθὲς τὸ ἑσπέρας δύο γνωστοὶ της ὡδήγησαν αὐτὴν εἰς τὴν πλατεῖαν τῆς Ὁμονοίας, ἀφοῦ δὲ ἔπιεν εἰς ζυθοπωλεῖον καὶ τὴν μετέφερεν εἰς τὴν Γαργαρέταν, ὅπου αὐτὴν ἐκακοποίησαν. [372, 1439, 615, 1608]
boxed-heading: ΕΠΙΣΚΕΦΘΗΤΕ [893, 975, 1195, 1016]
paragraph: Εἰς τὴν πανήγυριν μετέχουν καὶ μαθηταί, ὁμοιόμορφως ἐνδεδυμένοι, ἄδοντες ἐπιτυχῶς ἐν τετραφωνίᾳ. Ἡ πανήγυρις ἐπέτυχε λαμπρά, αἱ δὲ ἐντυπώσεις τῶν παρεπιδημούντων εἶνε κολακευτικαί. [372, 539, 615, 640]
column-2 [372, 49, 615, 2312]
subheadline: ΔΕΞΑΜΕΝΗΣ ΛΟΥΤΡΟΥ [654, 1401, 849, 1419]
banner-line-1: ΑΠΟ ΣΗΜΕΡΟΝ [803, 104, 1025, 132]
paragraph: — Τὸ ὑπουργεῖον τῶν Στρατιωτικῶν διέταξεν, ἵνα ἐκ τῆς τοῦ τρεχ. μηνὸς μισθοδοσίας τῶν ἀξιωματικῶν κρατηθῇ τὸ ἀντίτιμον τῶν φαρμάκων τῆς γ᾽ τριμηνίας τοῦ 1896, ἧς ἐπεραιώθη ἡ ἐξέλεγξις. [12, 1124, 361, 1191]
headline: ΟΙ ΝΕΟΙ ΑΡΧΙΕΠΙΣΚΟΠΟΙ [61, 465, 312, 489]
list-item: Θηβῶν καὶ Λεβαδείας ὁ ἀρχιμανδρίτης Ἱερώνυμος Βλαχάκης. [29, 548, 361, 580]
headline: ΚΑΚΟΠΟΙΗΣΙΣ ΓΥΝΑΙΚΟΣ [422, 1143, 565, 1189]
headline: ΝΕΑ ΕΚΔΡΟΜΗ ΤΟΥ ΣΥΛΛΟΓΟΥ Η «ΠΡΟΟΔΟΣ» [394, 856, 594, 923]
paragraph: — Ἐν στενῷ οἰκογενειακῷ κύκλῳ ἐτελέσθησαν χθὲς οἱ ἀρραβῶνες τοῦ καλλίστου νεανίσκου κ. Κωνσταντίνου Παπαδοπούλου μετὰ τῆς δεσποινίδος Μαρίας Παπανδρέου. [887, 575, 1200, 642]
subheadline: Ἡ διακόσμησις τῆς κωμοπόλεως. — Αἱ ἐντυπώσεις τῶν λουομένων [374, 170, 613, 223]
headline: ΕΝΔΙΑΦΕΡΟΥΣΑ ΕΙΔΟΠΟΙΗΣΙΣ [893, 1379, 1195, 1404]
paragraph: Τὸ ταξεῖδι τοῦ Σαρωνικοῦ. Μὲ τὰ ἄρχισεν κωκικὰ ναύματα, ὑπὸ τὸν ὁποῖον κατεσκήνωσαν τὸ ταξεῖδι καὶ τὰ ξένων Ἀθηναίων. Ἐκεῖ σήμερον ἀναχωροῦν ἐκ Πειραιῶς διὰ τὰς πανηγύρεις. [627, 783, 875, 884]
column-rule [621, 45, 622, 2312]
paragraph: Ἐν στενωτάτῳ κύκλῳ ἐτελέσθησαν χθὲς οἱ γάμοι τῆς δεσποινίδος Μαρίας Σκαρμέτσης μετὰ τοῦ βουλευτοῦ Κορινθίας κ. Παπαγεωργίου. Τοὺς στεφάνους ἀντήλλαξεν ὁ ἀρχηγὸς τῆς Ἀντιπολιτεύσεως κ. Θεοδ. Δηλιγιάννης, εὐλογοῦντος τοῦ Σεβ. Μητροπολίτου. Οἱ νεόνυμφοι ἀνεχώρησαν εἰς Ἐπισκοπήν. [887, 307, 1200, 423]
paragraph: Φαίνεται ὅμως, ὅτι μέγα μέρος τῆς προσεχοῦς Συνόδου θὰ ἀφιερωθῇ εἰς τὸ ζήτημα τοῦτο τοῦ στρατοῦ. [1212, 1364, 1560, 1413]
boxed-heading: ΘΑΥΜΑΣΙΑ ΛΕΙΤΟΥΡΓΙΑ [633, 1322, 869, 1395]
paragraph: ΤΣΟΚΑ (Πειραιῶς): Ἡ Νύφη τῆς Κάχνης. [627, 1217, 875, 1250]
